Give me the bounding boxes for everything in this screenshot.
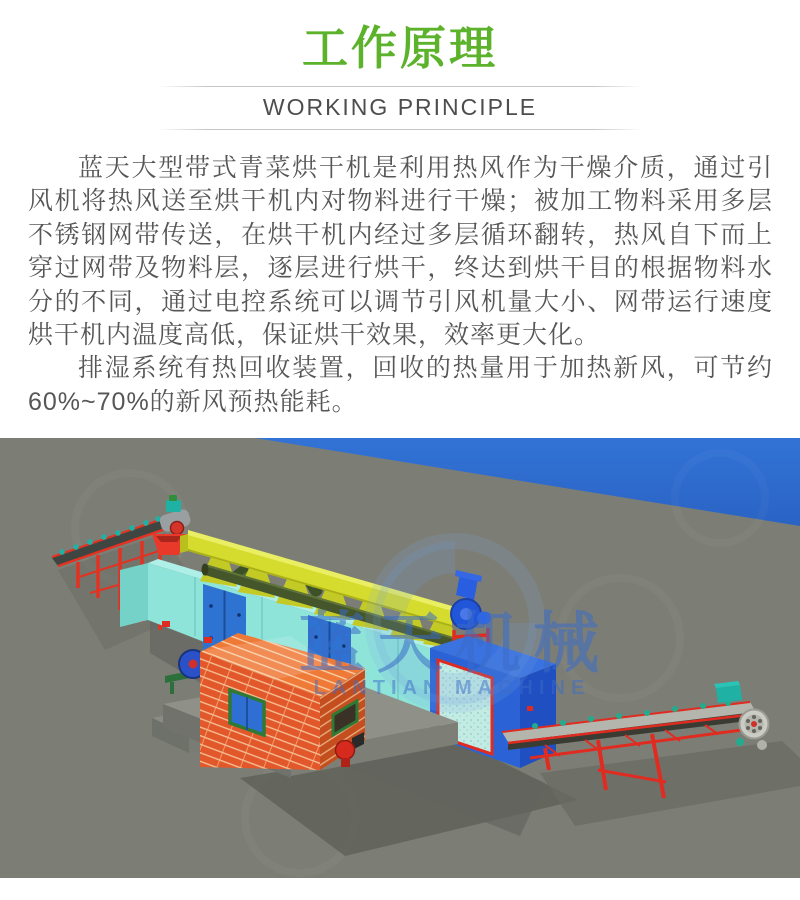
paragraph-2: 排湿系统有热回收装置，回收的热量用于加热新风，可节约60%~70%的新风预热能耗。 — [28, 354, 773, 416]
section-title-en: WORKING PRINCIPLE — [262, 94, 538, 120]
furnace-blower — [336, 741, 355, 760]
divider-bottom — [158, 129, 642, 130]
machine-3d-render — [0, 438, 800, 878]
watermark-text-cn: 蓝天机械 — [299, 605, 611, 682]
section-title-cn: 工作原理 — [302, 22, 498, 74]
section-header — [0, 0, 800, 150]
subtitle-block — [158, 86, 642, 130]
paragraph-1: 蓝天大型带式青菜烘干机是利用热风作为干燥介质，通过引风机将热风送至烘干机内对物料进行干燥；被加工物料采用多层不锈钢网带传送，在烘干机内经过多层循环翻转，热风自下而上穿过网带及物料层，逐层进行烘干，终达到烘干目的根据物料水分的不同，通过电控系统可以调节引风机量大小、网带运行速度烘干机内温度高低，保证烘干效果，效率更大化。 — [28, 154, 773, 350]
dryer-left-face — [120, 563, 148, 627]
watermark-text-en: LANTIAN MACHINE — [313, 677, 591, 699]
working-principle-text — [28, 152, 773, 419]
